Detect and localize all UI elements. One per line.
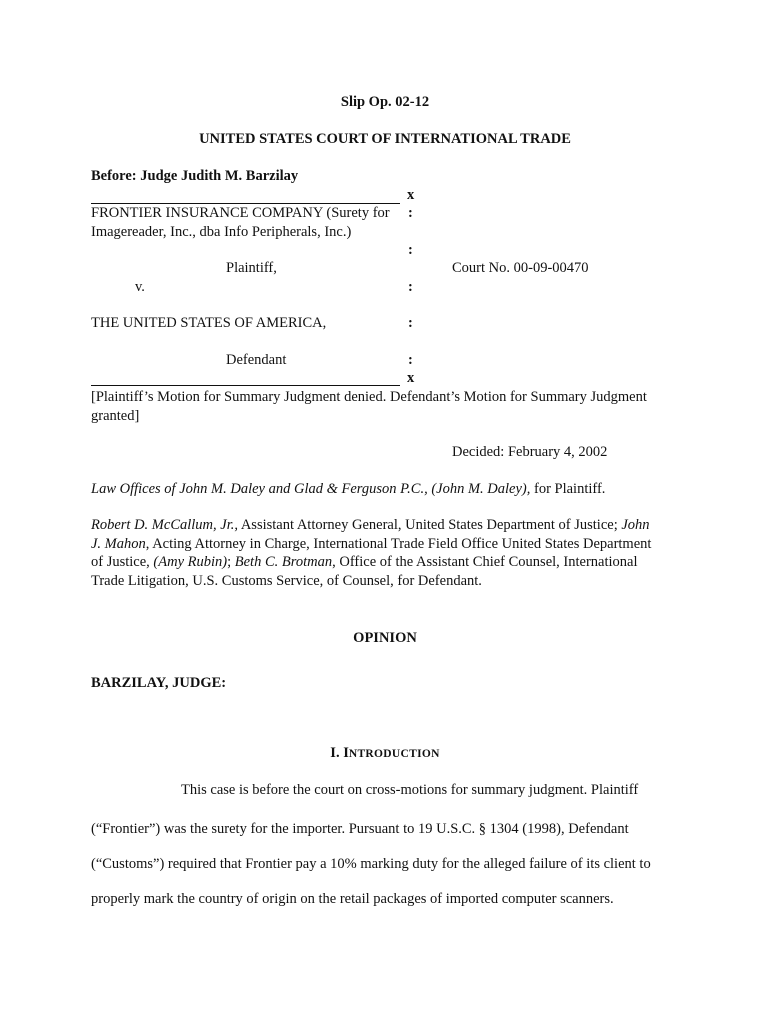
- judge-heading: BARZILAY, JUDGE:: [91, 675, 227, 691]
- counsel-text: , Office of the Assistant Chief Counsel, International: [332, 554, 638, 570]
- body-line-1: This case is before the court on cross-motions for summary judgment. Plaintiff: [181, 782, 639, 798]
- plaintiff-counsel-role: for Plaintiff.: [530, 481, 606, 497]
- caption-x-top: x: [407, 187, 415, 203]
- opinion-heading: OPINION: [353, 630, 417, 646]
- before-judge: Before: Judge Judith M. Barzilay: [91, 168, 299, 184]
- body-line-2: (“Frontier”) was the surety for the importer. Pursuant to 19 U.S.C. § 1304 (1998), Defendant: [91, 821, 629, 837]
- counsel-text: Assistant Attorney General, United States Department of Justice;: [238, 517, 622, 533]
- plaintiff-counsel: [91, 481, 605, 498]
- counsel-text: ;: [227, 554, 235, 570]
- section-heading: [0, 745, 770, 762]
- caption-top-rule: [91, 203, 400, 204]
- caption-colon: :: [408, 242, 413, 258]
- defendant-counsel-line4: Trade Litigation, U.S. Customs Service, of Counsel, for Defendant.: [91, 573, 482, 589]
- caption-x-bottom: x: [407, 370, 415, 386]
- plaintiff-role: Plaintiff,: [226, 260, 277, 276]
- counsel-name: (Amy Rubin): [153, 554, 228, 570]
- body-line-4: properly mark the country of origin on the retail packages of imported computer scanners.: [91, 891, 614, 907]
- counsel-text: of Justice,: [91, 554, 154, 570]
- disposition-line2: granted]: [91, 408, 140, 424]
- plaintiff-name-line2: Imagereader, Inc., dba Info Peripherals, Inc.): [91, 224, 352, 240]
- section-numeral: I.: [330, 745, 344, 761]
- court-name: UNITED STATES COURT OF INTERNATIONAL TRADE: [199, 131, 571, 147]
- plaintiff-name-line1: FRONTIER INSURANCE COMPANY (Surety for: [91, 205, 390, 221]
- caption-bottom-rule: [91, 385, 400, 386]
- plaintiff-counsel-names: Law Offices of John M. Daley and Glad & Ferguson P.C., (John M. Daley),: [91, 481, 531, 497]
- caption-colon: :: [408, 205, 413, 221]
- counsel-text: , Acting Attorney in Charge, International Trade Field Office United States Department: [145, 536, 652, 552]
- counsel-name: J. Mahon: [91, 536, 146, 552]
- disposition-line1: [Plaintiff’s Motion for Summary Judgment denied. Defendant’s Motion for Summary Judgment: [91, 389, 647, 405]
- decided-date: Decided: February 4, 2002: [452, 444, 608, 460]
- caption-colon: :: [408, 315, 413, 331]
- court-number: Court No. 00-09-00470: [452, 260, 589, 276]
- defendant-name: THE UNITED STATES OF AMERICA,: [91, 315, 327, 331]
- counsel-name: Robert D. McCallum, Jr.,: [91, 517, 238, 533]
- body-line-3: (“Customs”) required that Frontier pay a 10% marking duty for the alleged failure of its client to: [91, 856, 651, 872]
- section-title-rest: NTRODUCTION: [348, 748, 440, 760]
- versus: v.: [135, 279, 145, 295]
- counsel-name: John: [621, 517, 650, 533]
- defendant-counsel-line2: [91, 536, 651, 553]
- section-title-initial: I: [343, 745, 349, 761]
- defendant-counsel-line3: [91, 554, 638, 571]
- caption-colon: :: [408, 279, 413, 295]
- counsel-name: Beth C. Brotman: [234, 554, 333, 570]
- defendant-role: Defendant: [226, 352, 287, 368]
- slip-opinion-number: Slip Op. 02-12: [340, 94, 430, 110]
- caption-colon: :: [408, 352, 413, 368]
- defendant-counsel-line1: [91, 517, 650, 534]
